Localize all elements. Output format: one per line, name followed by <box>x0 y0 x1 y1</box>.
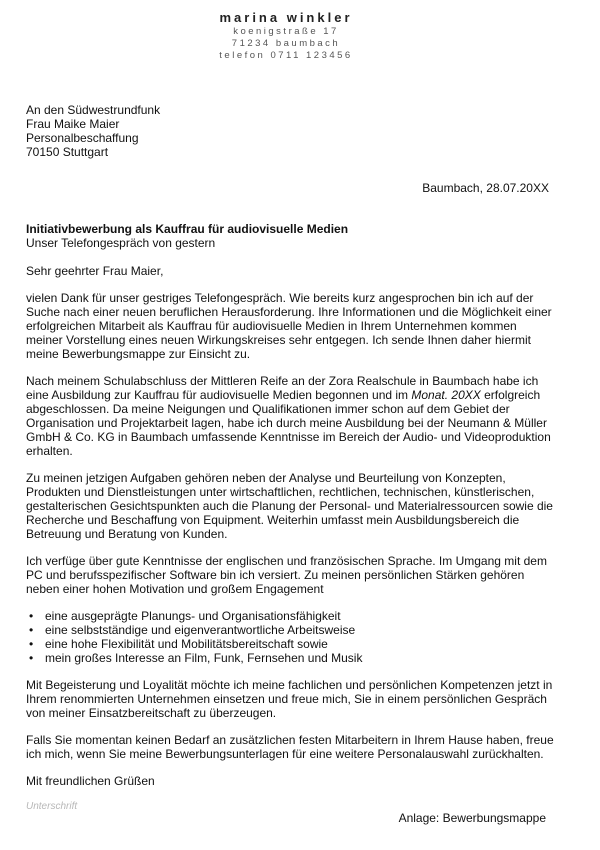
list-item: • eine ausgeprägte Planungs- und Organisationsfähigkeit <box>26 609 556 623</box>
sender-street: koenigstraße 17 <box>233 26 339 37</box>
letterhead <box>0 10 572 62</box>
list-item: • mein großes Interesse an Film, Funk, Fernsehen und Musik <box>26 651 556 665</box>
paragraph-6: Falls Sie momentan keinen Bedarf an zusätzlichen festen Mitarbeitern in Ihrem Hause haben, freue ich mich, wenn Sie meine Bewerbungsunterlagen für eine weitere Personalauswahl zurückhalten. <box>26 733 554 761</box>
paragraph-2 <box>26 374 556 458</box>
subject-title: Initiativbewerbung als Kauffrau für audiovisuelle Medien <box>26 222 349 236</box>
closing: Mit freundlichen Grüßen <box>26 774 155 788</box>
strengths-list <box>26 609 556 665</box>
paragraph-3: Zu meinen jetzigen Aufgaben gehören neben der Analyse und Beurteilung von Konzepten, Produkten und Dienstleistungen unter wirtschaftlichen, rechtlichen, technischen, künstlerischen, gestalterischen Gesichtspunkten auch die Planung der Personal- und Materialressourcen sowie die Recherche und Beschaffung von Equipment. Weiterhin umfasst mein Ausbildungsbereich die Betreuung und Beratung von Kunden. <box>26 471 553 541</box>
paragraph-4: Ich verfüge über gute Kenntnisse der englischen und französischen Sprache. Im Umgang mit dem PC und berufsspezifischer Software bin ich versiert. Zu meinen persönlichen Stärken gehören neben einer hohen Motivation und großem Engagement <box>26 554 547 596</box>
sender-name: marina winkler <box>219 10 353 25</box>
letter-body <box>26 103 556 825</box>
paragraph-5: Mit Begeisterung und Loyalität möchte ich meine fachlichen und persönlichen Kompetenzen jetzt in Ihrem renommierten Unternehmen einsetzen und freue mich, Sie in einem persönlichen Gespräch von meiner Einsatzbereitschaft zu überzeugen. <box>26 678 553 720</box>
list-item: • eine hohe Flexibilität und Mobilitätsbereitschaft sowie <box>26 637 556 651</box>
recipient-line: Personalbeschaffung <box>26 131 139 145</box>
paragraph-2-text-end: erfolgreich abgeschlossen. Da meine Neigungen und Qualifikationen immer schon auf dem Gebiet der Organisation und Projektarbeit lagen, habe ich durch meine Ausbildung bei der Neumann & Müller GmbH & Co. KG in Baumbach umfassende Kenntnisse im Bereich der Audio- und Videoproduktion erhalten. <box>26 388 551 458</box>
paragraph-1: vielen Dank für unser gestriges Telefongespräch. Wie bereits kurz angesprochen bin ich auf der Suche nach einer neuen beruflichen Herausforderung. Ihre Informationen und die Möglichkeit einer erfolgreichen Mitarbeit als Kauffrau für audiovisuelle Medien in Ihrem Unternehmen kommen meiner Vorstellung eines neuen Wirkungskreises sehr entgegen. Ich sende Ihnen daher hiermit meine Bewerbungsmappe zur Einsicht zu. <box>26 291 552 361</box>
subject-reference: Unser Telefongespräch von gestern <box>26 236 216 250</box>
recipient-line: Frau Maike Maier <box>26 117 120 131</box>
signature-placeholder: Unterschrift <box>26 801 78 812</box>
paragraph-2-italic: Monat. 20XX <box>411 388 481 402</box>
date-line: Baumbach, 28.07.20XX <box>422 181 549 195</box>
list-item: • eine selbstständige und eigenverantwortliche Arbeitsweise <box>26 623 556 637</box>
sender-city: 71234 baumbach <box>231 38 341 49</box>
recipient-line: An den Südwestrundfunk <box>26 103 161 117</box>
paragraph-2-text-start: Nach meinem Schulabschluss der Mittleren Reife an der Zora Realschule in Baumbach habe ich eine Ausbildung zur Kauffrau für audiovisuelle Medien begonnen und im <box>26 374 539 402</box>
recipient-address <box>26 103 556 159</box>
enclosure-note: Anlage: Bewerbungsmappe <box>398 811 546 825</box>
salutation: Sehr geehrter Frau Maier, <box>26 264 164 278</box>
sender-phone: telefon 0711 123456 <box>219 50 353 61</box>
recipient-line: 70150 Stuttgart <box>26 145 109 159</box>
subject-block <box>26 222 556 250</box>
